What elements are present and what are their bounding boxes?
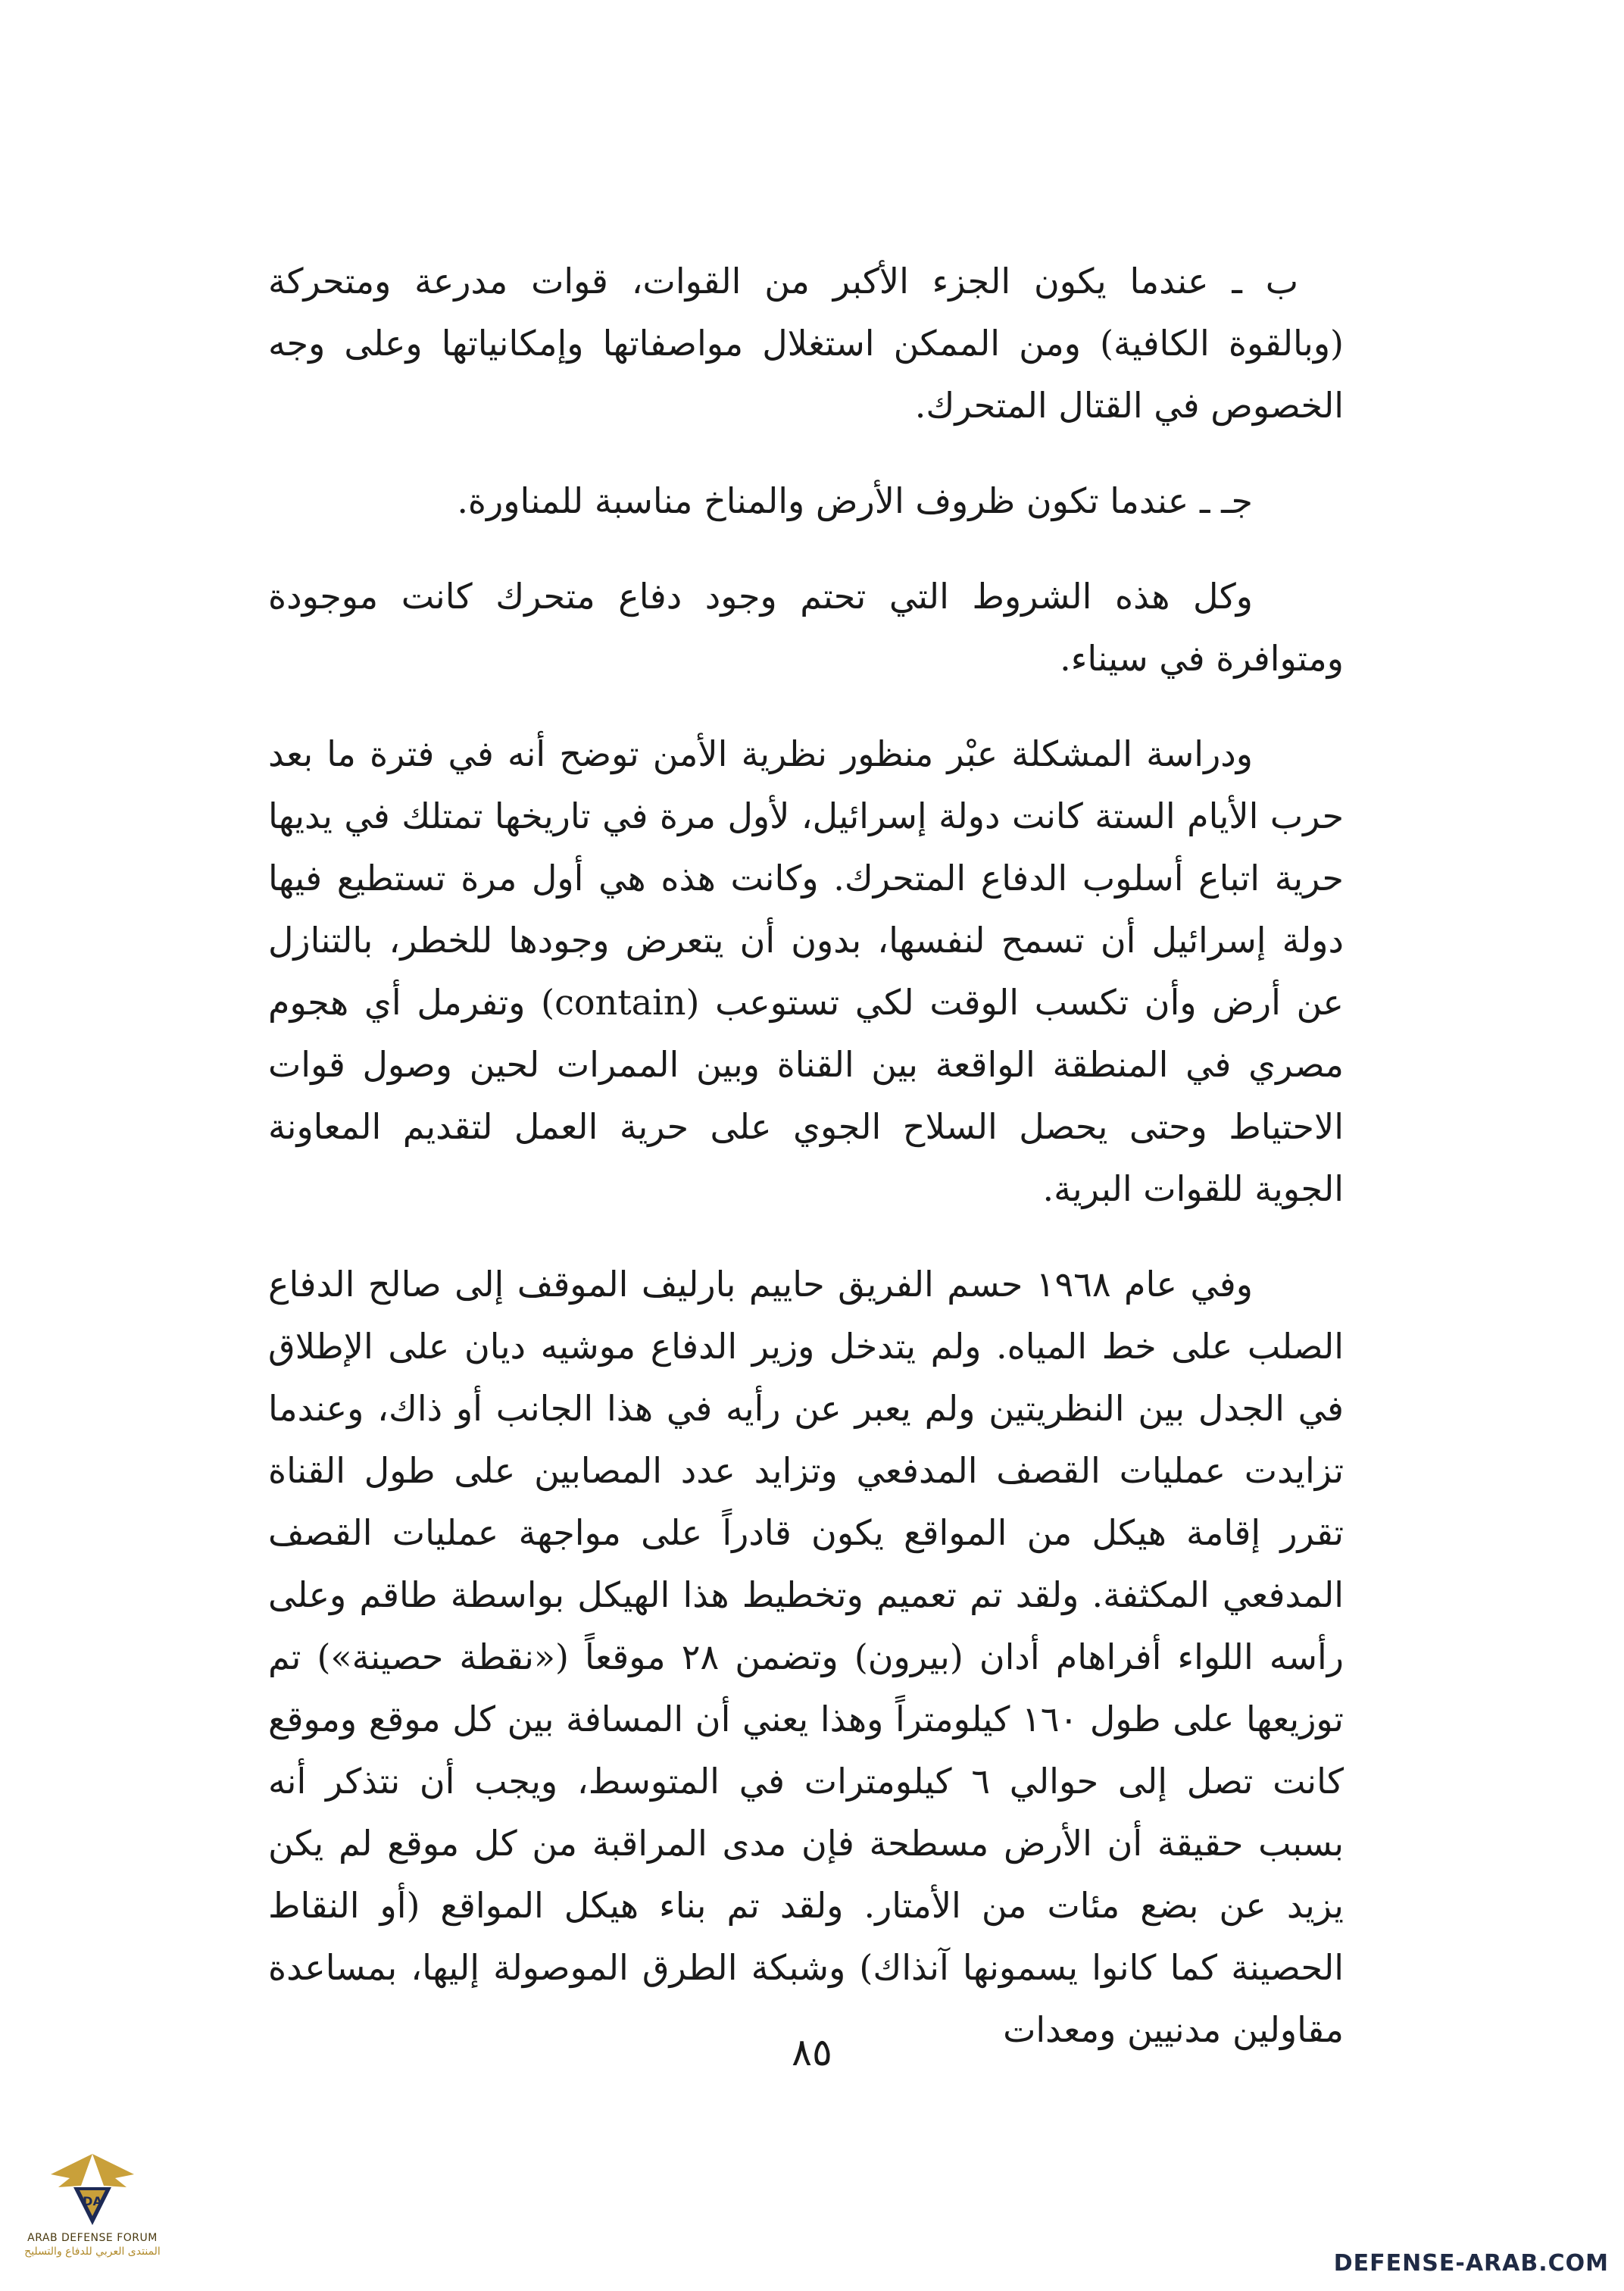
- svg-text:DA: DA: [83, 2194, 102, 2208]
- logo-caption-ar: المنتدى العربي للدفاع والتسليح: [24, 2246, 161, 2258]
- site-watermark: DEFENSE-ARAB.COM: [1333, 2250, 1609, 2277]
- logo-caption-en: ARAB DEFENSE FORUM: [27, 2232, 158, 2244]
- forum-logo: [17, 2140, 168, 2284]
- page-number: ٨٥: [792, 2030, 832, 2074]
- paragraph-security-theory: ودراسة المشكلة عبْر منظور نظرية الأمن توضح أنه في فترة ما بعد حرب الأيام الستة كانت دولة إسرائيل، لأول مرة في تاريخها تمتلك في يديها حرية اتباع أسلوب الدفاع المتحرك. وكانت هذه هي أول مرة تستطيع فيها دولة إسرائيل أن تسمح لنفسها، بدون أن يتعرض وجودها للخطر، بالتنازل عن أرض وأن تكسب الوقت لكي تستوعب (contain) وتفرمل أي هجوم مصري في المنطقة الواقعة بين القناة وبين الممرات لحين وصول قوات الاحتياط وحتى يحصل السلاح الجوي على حرية العمل لتقديم المعاونة الجوية للقوات البرية.: [268, 733, 1344, 1209]
- paragraph-1968: وفي عام ١٩٦٨ حسم الفريق حاييم بارليف الموقف إلى صالح الدفاع الصلب على خط المياه. ولم يتدخل وزير الدفاع موشيه ديان على الإطلاق في الجدل بين النظريتين ولم يعبر عن رأيه في هذا الجانب أو ذاك، وعندما تزايدت عمليات القصف المدفعي وتزايد عدد المصابين على طول القناة تقرر إقامة هيكل من المواقع يكون قادراً على مواجهة عمليات القصف المدفعي المكثفة. ولقد تم تعميم وتخطيط هذا الهيكل بواسطة طاقم وعلى رأسه اللواء أفراهام أدان (بيرون) وتضمن ٢٨ موقعاً («نقطة حصينة») تم توزيعها على طول ١٦٠ كيلومتراً وهذا يعني أن المسافة بين كل موقع وموقع كانت تصل إلى حوالي ٦ كيلومترات في المتوسط، ويجب أن نتذكر أنه بسبب حقيقة أن الأرض مسطحة فإن مدى المراقبة من كل موقع لم يكن يزيد عن بضع مئات من الأمتار. ولقد تم بناء هيكل المواقع (أو النقاط الحصينة كما كانوا يسمونها آنذاك) وشبكة الطرق الموصولة إليها، بمساعدة مقاولين مدنيين ومعدات: [268, 1264, 1344, 2050]
- paragraph-conditions: وكل هذه الشروط التي تحتم وجود دفاع متحرك كانت موجودة ومتوافرة في سيناء.: [268, 576, 1344, 679]
- paragraph-b: ب ـ عندما يكون الجزء الأكبر من القوات، قوات مدرعة ومتحركة (وبالقوة الكافية) ومن الممكن استغلال مواصفاتها وإمكانياتها وعلى وجه الخصوص في القتال المتحرك.: [268, 261, 1344, 426]
- page-body: [268, 250, 1344, 2061]
- paragraph-c: جـ ـ عندما تكون ظروف الأرض والمناخ مناسبة للمناورة.: [457, 480, 1253, 521]
- eagle-emblem-icon: [36, 2140, 149, 2231]
